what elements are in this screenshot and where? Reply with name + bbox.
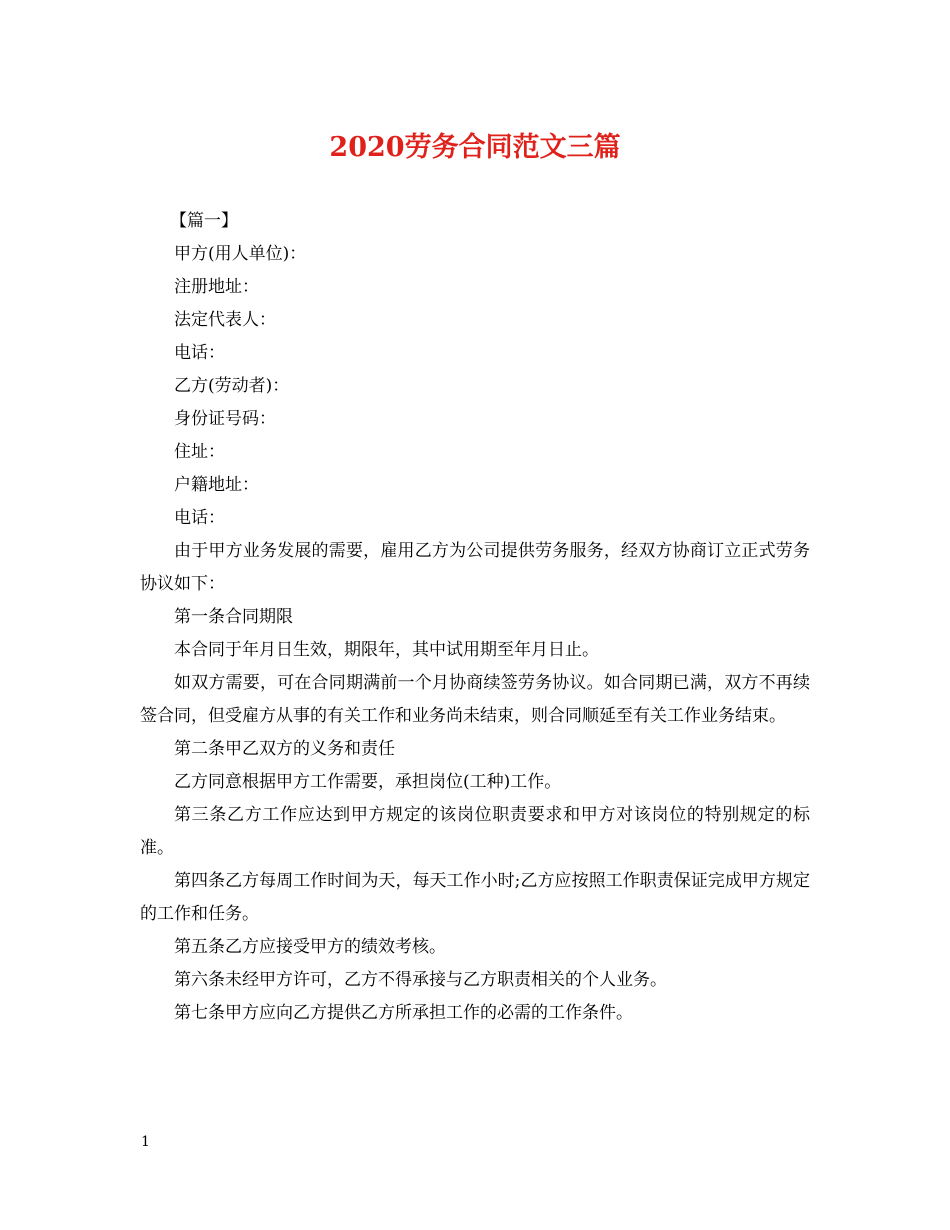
paragraph-article-6: 第六条未经甲方许可，乙方不得承接与乙方职责相关的个人业务。 bbox=[174, 970, 667, 990]
paragraph-party-b: 乙方(劳动者)： bbox=[174, 376, 290, 396]
paragraph-article-4: 第四条乙方每周工作时间为天，每天工作小时;乙方应按照工作职责保证完成甲方规定的工作和任务。 bbox=[140, 871, 810, 924]
paragraph-article-5: 第五条乙方应接受甲方的绩效考核。 bbox=[174, 937, 446, 957]
paragraph-position: 乙方同意根据甲方工作需要，承担岗位(工种)工作。 bbox=[174, 772, 562, 792]
section-label: 【篇一】 bbox=[170, 211, 238, 231]
paragraph-household-address: 户籍地址： bbox=[174, 475, 259, 495]
page-number: 1 bbox=[141, 1134, 150, 1150]
paragraph-preamble: 由于甲方业务发展的需要，雇用乙方为公司提供劳务服务，经双方协商订立正式劳务协议如下： bbox=[140, 541, 810, 594]
paragraph-registered-address: 注册地址： bbox=[174, 277, 259, 297]
page-title: 2020劳务合同范文三篇 bbox=[329, 132, 621, 163]
paragraph-article-1: 第一条合同期限 bbox=[174, 607, 293, 627]
paragraph-id-number: 身份证号码： bbox=[174, 409, 276, 429]
paragraph-renewal: 如双方需要，可在合同期满前一个月协商续签劳务协议。如合同期已满，双方不再续签合同，但受雇方从事的有关工作和业务尚未结束，则合同顺延至有关工作业务结束。 bbox=[140, 673, 810, 726]
paragraph-phone-b: 电话： bbox=[174, 508, 225, 528]
paragraph-article-2: 第二条甲乙双方的义务和责任 bbox=[174, 739, 395, 759]
paragraph-legal-representative: 法定代表人： bbox=[174, 310, 276, 330]
paragraph-party-a: 甲方(用人单位)： bbox=[174, 244, 307, 264]
paragraph-phone-a: 电话： bbox=[174, 343, 225, 363]
document-body bbox=[140, 205, 810, 1030]
paragraph-address: 住址： bbox=[174, 442, 225, 462]
paragraph-term: 本合同于年月日生效，期限年，其中试用期至年月日止。 bbox=[174, 640, 599, 660]
paragraph-article-7: 第七条甲方应向乙方提供乙方所承担工作的必需的工作条件。 bbox=[174, 1003, 633, 1023]
paragraph-article-3: 第三条乙方工作应达到甲方规定的该岗位职责要求和甲方对该岗位的特别规定的标准。 bbox=[140, 805, 810, 858]
